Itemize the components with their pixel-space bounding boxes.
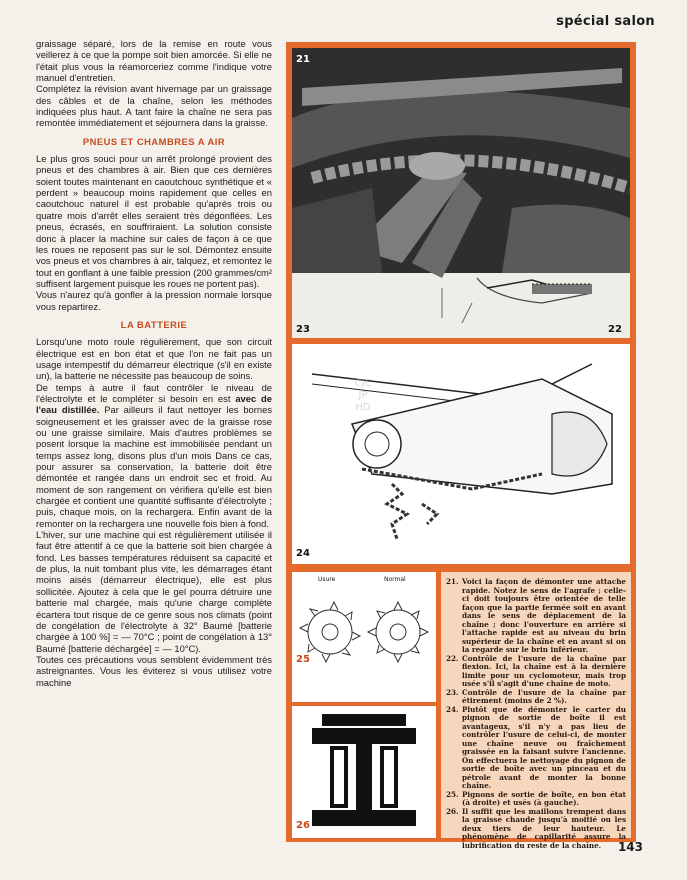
watermark-line-1: CJC	[354, 378, 372, 389]
figure-number-24: 24	[296, 548, 310, 559]
article-text-column	[36, 38, 272, 688]
figure-number-25: 25	[296, 654, 310, 665]
caption-item	[446, 578, 626, 655]
paragraph-intro: graissage séparé, lors de la remise en route vous veillerez à ce que la pompe soit bien amorcée. Si elle ne l'était plus vous la réamorceriez comme l'indique votre manuel d'entretien.	[36, 38, 272, 84]
heading-pneus: PNEUS ET CHAMBRES A AIR	[82, 135, 226, 147]
sprocket-worn-label: Usure	[318, 576, 336, 583]
caption-item	[446, 808, 626, 851]
drawing-chain-transfer-image	[292, 344, 630, 564]
caption-number: 22.	[446, 653, 459, 663]
drawing-sprockets-image	[292, 572, 436, 702]
section-header: spécial salon	[556, 14, 655, 29]
caption-item	[446, 791, 626, 808]
caption-number: 23.	[446, 687, 459, 697]
caption-text: Voici la façon de démonter une attache rapide. Notez le sens de l'agrafe ; celle-ci doit toujours être orientée de telle façon que la partie fermée soit en avant dans le sens de déplacement de la chaîne ; donc l'ouverture en arrière si l'attache rapide est au niveau du brin supérieur de la chaîne et en avant si on la regarde sur le brin inférieur.	[462, 577, 626, 654]
heading-batterie: LA BATTERIE	[120, 318, 188, 330]
captions-box	[441, 572, 631, 850]
drawing-chain-grease-bath	[292, 706, 436, 838]
figure-number-21: 21	[296, 54, 310, 65]
paragraph-final: Toutes ces précautions vous semblent évidemment très astreignantes. Vous les éviterez si vous utilisez votre machine	[36, 653, 272, 688]
caption-text: Pignons de sortie de boîte, en bon état (à droite) et usés (à gauche).	[462, 789, 626, 807]
figure-number-23: 23	[296, 324, 310, 335]
paragraph-revision: Complétez la révision avant hivernage par un graissage des câbles et de la chaîne, selon les méthodes indiquées plus haut. A tant faire la chaîne ne sera pas remontée immédiatement et séjournera dans la graisse.	[36, 83, 272, 129]
paragraph-entretien-bold: avec de l'eau distillée.	[36, 392, 272, 416]
paragraph-entretien-start: De temps à autre il faut contrôler le niveau de l'électrolyte et le compléter si besoin en est	[36, 381, 272, 404]
photo-chain-pliers-image	[292, 48, 630, 338]
figure-number-22: 22	[608, 324, 622, 335]
paragraph-entretien	[36, 382, 272, 529]
figure-number-26: 26	[296, 820, 310, 831]
caption-text: Il suffit que les maillons trempent dans la graisse chaude jusqu'à moitié ou les deux tiers de leur hauteur. Le phénomène de capillarité assure la lubrification du reste de la chaîne.	[462, 806, 626, 850]
caption-text: Contrôle de l'usure de la chaîne par étirement (moins de 2 %).	[462, 687, 626, 705]
sprocket-normal-label: Normal	[384, 576, 406, 583]
caption-item	[446, 655, 626, 689]
caption-number: 21.	[446, 577, 459, 586]
watermark-line-2: JP	[358, 390, 368, 401]
watermark-logo	[338, 378, 388, 438]
caption-number: 24.	[446, 704, 459, 714]
paragraph-batterie: Lorsqu'une moto roule régulièrement, que son circuit électrique est en bon état et que l'on ne fait pas un usage intempestif du démarreur électrique (s'il en existe un), la batterie ne nécessite pas beaucoup de soins.	[36, 336, 272, 382]
caption-text: Plutôt que de démonter le carter du pignon de sortie de boîte il est avantageux, s'il n'y a pas lieu de contrôler l'usure de celui-ci, de monter une chaîne neuve ou fraîchement graissée en la faisant suivre l'ancienne. On effectuera le nettoyage du pignon de sortie de boîte avec un pinceau et du pétrole avant de monter la bonne chaîne.	[462, 704, 626, 790]
paragraph-hiver: L'hiver, sur une machine qui est régulièrement utilisée il faut être attentif à ce que la batterie soit bien chargée à fond. Les basses températures réduisent sa capacité et de plus, la nuit tombant plus vite, les démarrages étant moins aisés (démarreur électrique), elle est plus sollicitée. Ajoutez à cela que le gel pourra détruire une batterie mal chargée, mais qu'une charge complète écartera tout risque de ce genre sous nos climats (point de congélation de l'électrolyte à 32° Baumé [batterie chargée à 100 %] = — 70°C ; point de congélation à 13° Baumé [batterie déchargée] = — 10°C).	[36, 529, 272, 654]
drawing-chain-transfer	[292, 344, 630, 564]
photo-chain-pliers	[292, 48, 630, 338]
drawing-chain-grease-bath-image	[292, 706, 436, 838]
caption-number: 25.	[446, 789, 459, 799]
paragraph-entretien-end: Par ailleurs il faut nettoyer les bornes soigneusement et les graisser avec de la graisse rose ou une graisse similaire. Mais d'autres problèmes se posent lorsque la machine est immobilisée pendant un temps assez long, disons plus d'un mois Dans ce cas, pour assurer sa conservation, la batterie doit être démontée et rangée dans un endroit sec et froid. Au moment de son rangement on vérifiera qu'elle est bien chargée et contient une quantité suffisante d'électrolyte ; puis, chaque mois, on la rechargera. Enfin avant de la remonter on la rechargera une nouvelle fois bien à fond.	[36, 404, 273, 529]
paragraph-gonfler: Vous n'aurez qu'à gonfler à la pression normale lorsque vous repartirez.	[36, 289, 272, 312]
watermark-line-3: HD	[355, 402, 371, 413]
drawing-sprockets	[292, 572, 436, 702]
caption-item	[446, 689, 626, 706]
paragraph-pneus: Le plus gros souci pour un arrêt prolongé provient des pneus et des chambres à air. Bien que ces dernières soient toutes maintenant en caoutchouc synthétique et « perdent » beaucoup moins rapidement que celles en caoutchouc naturel il est probable qu'après trois ou quatre mois d'arrêt elles seraient très dégonflées. Les pneus, écrasés, en souffriraient. La solution consiste donc à placer la machine sur cales de façon à ce que les roues ne reposent pas sur le sol. Démontez ensuite vos pneus et vos chambres à air, talquez, et remontez le tout en gonflant à une faible pression (200 grammes/cm² suffisent largement puisque les roues ne portent pas).	[36, 153, 272, 289]
caption-item	[446, 706, 626, 791]
caption-text: Contrôle de l'usure de la chaîne par flexion. Ici, la chaîne est à la dernière limite pour un cyclomoteur, mais trop usée s'il s'agit d'une chaîne de moto.	[462, 653, 626, 688]
page-number: 143	[617, 840, 643, 854]
caption-number: 26.	[446, 806, 459, 816]
